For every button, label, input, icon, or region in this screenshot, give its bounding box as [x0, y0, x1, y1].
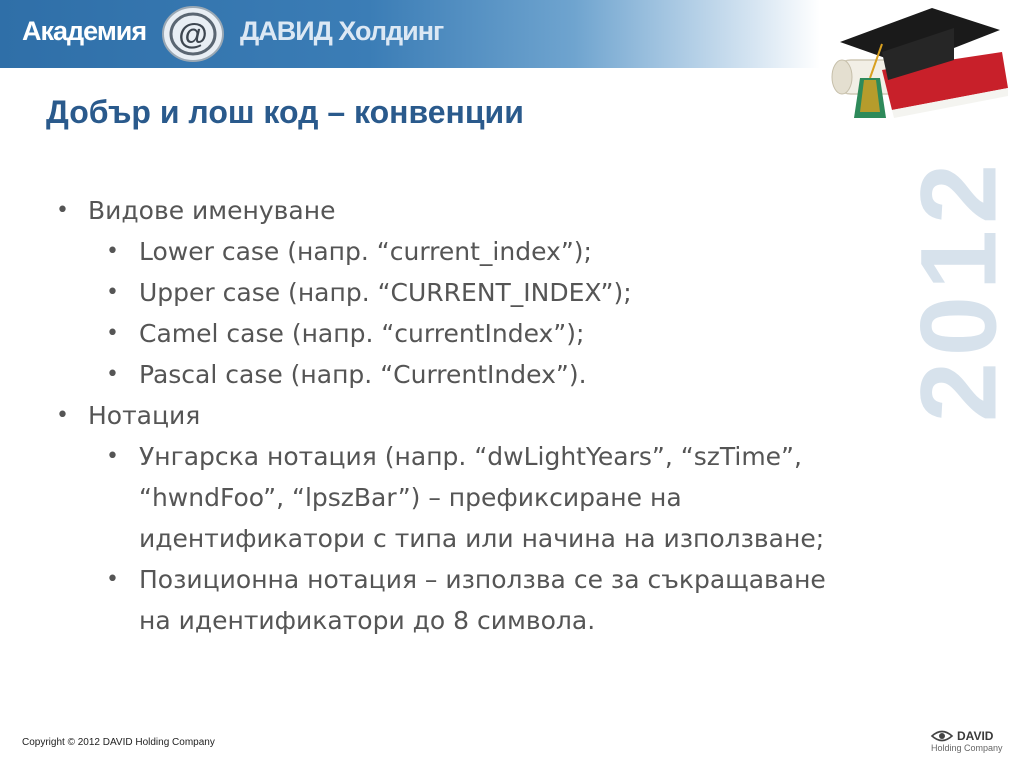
- bullet-hungarian-line-3: идентификатори с типа или начина на използване;: [139, 524, 825, 553]
- bullet-dot: •: [106, 239, 119, 264]
- bullet-dot: •: [106, 444, 119, 469]
- bullet-lower-case: Lower case (напр. “current_index”);: [139, 237, 592, 266]
- footer-brand: DAVID: [957, 729, 994, 743]
- bullet-hungarian-line-2: “hwndFoo”, “lpszBar”) – префиксиране на: [139, 483, 682, 512]
- svg-text:@: @: [178, 18, 208, 51]
- bullet-dot: •: [106, 362, 119, 387]
- footer-brand-subtitle: Holding Company: [931, 743, 1003, 753]
- header-academy-label: Академия: [22, 16, 147, 46]
- bullet-positional-line-2: на идентификатори до 8 символа.: [139, 606, 596, 635]
- bullet-pascal-case: Pascal case (напр. “CurrentIndex”).: [139, 360, 587, 389]
- graduation-cap-image: [822, 0, 1012, 132]
- at-sign-logo-icon: [160, 4, 226, 64]
- footer-copyright: Copyright © 2012 DAVID Holding Company: [22, 737, 215, 748]
- bullet-upper-case: Upper case (напр. “CURRENT_INDEX”);: [139, 278, 632, 307]
- bullet-positional-line-1: Позиционна нотация – използва се за съкращаване: [139, 565, 826, 594]
- bullet-notation: Нотация: [88, 401, 201, 430]
- header-holding-label: ДАВИД Холдинг: [240, 16, 444, 46]
- year-watermark: 2012: [897, 157, 1019, 423]
- bullet-dot: •: [56, 403, 69, 428]
- bullet-dot: •: [106, 567, 119, 592]
- bullet-dot: •: [106, 280, 119, 305]
- bullet-hungarian-line-1: Унгарска нотация (напр. “dwLightYears”, “szTime”,: [139, 442, 802, 471]
- bullet-camel-case: Camel case (напр. “currentIndex”);: [139, 319, 585, 348]
- bullet-naming: Видове именуване: [88, 196, 336, 225]
- bullet-dot: •: [106, 321, 119, 346]
- slide-title: Добър и лош код – конвенции: [46, 94, 524, 130]
- bullet-dot: •: [56, 198, 69, 223]
